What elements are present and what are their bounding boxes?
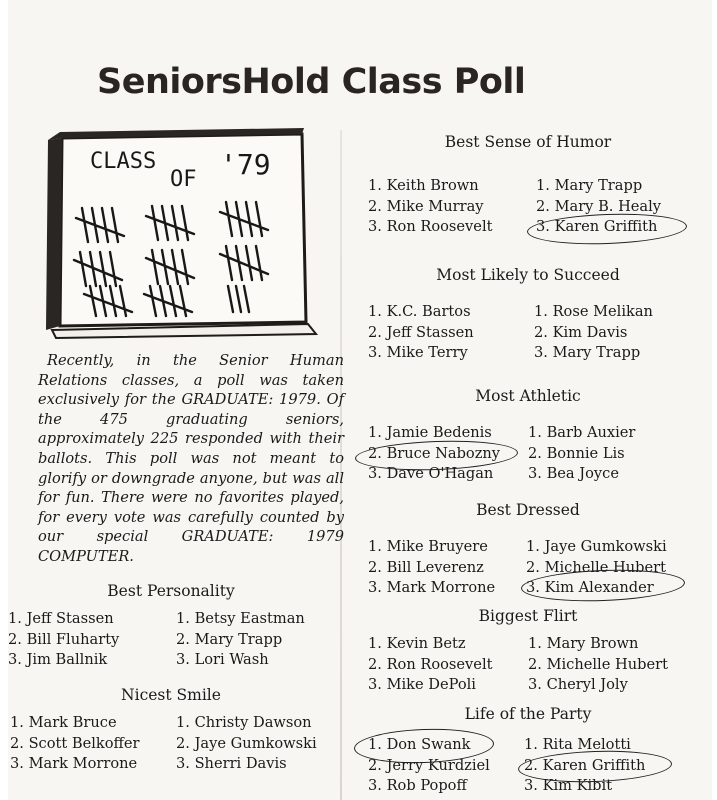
nominee: 2. Jaye Gumkowski — [176, 734, 317, 752]
chalk-text-class: CLASS — [90, 149, 157, 174]
nominee: 2. Michelle Hubert — [526, 558, 666, 576]
nominee: 1. Jeff Stassen — [8, 610, 114, 627]
nominee: 1. Rose Melikan — [534, 303, 653, 320]
category-title: Best Sense of Humor — [444, 133, 612, 151]
nominee: 1. Kevin Betz — [368, 635, 466, 652]
nominee: 1. Don Swank — [368, 736, 471, 753]
category-column-right — [534, 302, 653, 364]
nominee: 2. Mary Trapp — [176, 630, 283, 648]
nominee: 2. Bill Fluharty — [8, 630, 120, 648]
category-title: Best Dressed — [476, 501, 580, 519]
category-column-left — [368, 634, 492, 696]
chalk-text-year: '79 — [220, 148, 271, 181]
nominee: 1. Mike Bruyere — [368, 538, 488, 555]
nominee: 1. Jaye Gumkowski — [526, 538, 667, 555]
category-title: Life of the Party — [464, 705, 592, 723]
nominee: 1. Barb Auxier — [528, 424, 636, 441]
nominee: 1. Mark Bruce — [10, 714, 117, 731]
nominee: 3. Sherri Davis — [176, 755, 287, 772]
nominee: 1. Mary Brown — [528, 635, 639, 652]
nominee: 3. Lori Wash — [176, 651, 269, 668]
nominee: 1. Rita Melotti — [524, 736, 631, 753]
headline: SeniorsHold Class Poll — [97, 62, 526, 102]
category-column-left — [368, 537, 495, 599]
category-most-likely-to-succeed — [348, 266, 708, 366]
nominee: 2. Kim Davis — [534, 323, 628, 341]
category-column-right — [528, 423, 635, 485]
category-title: Most Athletic — [475, 387, 581, 405]
nominee: 2. Jeff Stassen — [368, 323, 474, 341]
nominee: 3. Karen Griffith — [536, 218, 658, 235]
category-column-right — [176, 713, 317, 775]
nominee: 1. K.C. Bartos — [368, 303, 471, 320]
nominee: 2. Mike Murray — [368, 197, 484, 215]
nominee: 3. Bea Joyce — [528, 465, 619, 482]
nominee: 1. Keith Brown — [368, 177, 479, 194]
nominee: 2. Bruce Nabozny — [368, 444, 501, 462]
nominee: 3. Jim Ballnik — [8, 651, 108, 668]
category-column-left — [368, 176, 492, 238]
chalk-text-of: OF — [170, 167, 197, 192]
category-nicest-smile — [0, 686, 342, 796]
nominee: 3. Mark Morrone — [368, 579, 496, 596]
category-biggest-flirt — [348, 607, 708, 707]
nominee: 2. Karen Griffith — [524, 756, 646, 774]
category-column-left — [10, 713, 140, 775]
nominee: 2. Mary B. Healy — [536, 197, 662, 215]
nominee: 3. Cheryl Joly — [528, 676, 628, 693]
nominee: 1. Christy Dawson — [176, 714, 312, 731]
category-column-left — [8, 609, 119, 671]
category-most-athletic — [348, 387, 708, 487]
nominee: 3. Dave O'Hagan — [368, 465, 494, 482]
nominee: 2. Bonnie Lis — [528, 444, 625, 462]
category-column-left — [368, 302, 474, 364]
nominee: 1. Jamie Bedenis — [368, 424, 492, 441]
category-title: Biggest Flirt — [478, 607, 578, 625]
nominee: 3. Ron Roosevelt — [368, 218, 493, 235]
nominee: 2. Bill Leverenz — [368, 558, 484, 576]
chalkboard-illustration — [40, 126, 320, 340]
intro-paragraph: Recently, in the Senior Human Relations classes, a poll was taken exclusively for the GRADUATE: 1979. Of the 475 graduating seniors, approximately 225 responded with their ballots. This poll was not meant to glorify or downgrade anyone, but was all for fun. There were no favorites played, for every vote was carefully counted by our special GRADUATE: 1979 COMPUTER. — [38, 352, 344, 565]
nominee: 2. Ron Roosevelt — [368, 655, 493, 673]
nominee: 3. Mike Terry — [368, 344, 468, 361]
nominee: 3. Mary Trapp — [534, 344, 641, 361]
category-best-personality — [0, 582, 342, 682]
nominee: 3. Mike DePoli — [368, 676, 476, 693]
nominee: 2. Michelle Hubert — [528, 655, 668, 673]
nominee: 1. Betsy Eastman — [176, 610, 305, 627]
category-column-right — [176, 609, 305, 671]
category-column-right — [528, 634, 668, 696]
nominee: 2. Scott Belkoffer — [10, 734, 140, 752]
nominee: 2. Jerry Kurdziel — [368, 756, 490, 774]
nominee: 3. Kim Alexander — [526, 579, 654, 596]
category-title: Most Likely to Succeed — [436, 266, 620, 284]
nominee: 3. Kim Kibit — [524, 777, 613, 794]
nominee: 1. Mary Trapp — [536, 177, 643, 194]
category-title: Best Personality — [107, 582, 235, 600]
nominee: 3. Rob Popoff — [368, 777, 467, 794]
nominee: 3. Mark Morrone — [10, 755, 138, 772]
category-title: Nicest Smile — [121, 686, 221, 704]
